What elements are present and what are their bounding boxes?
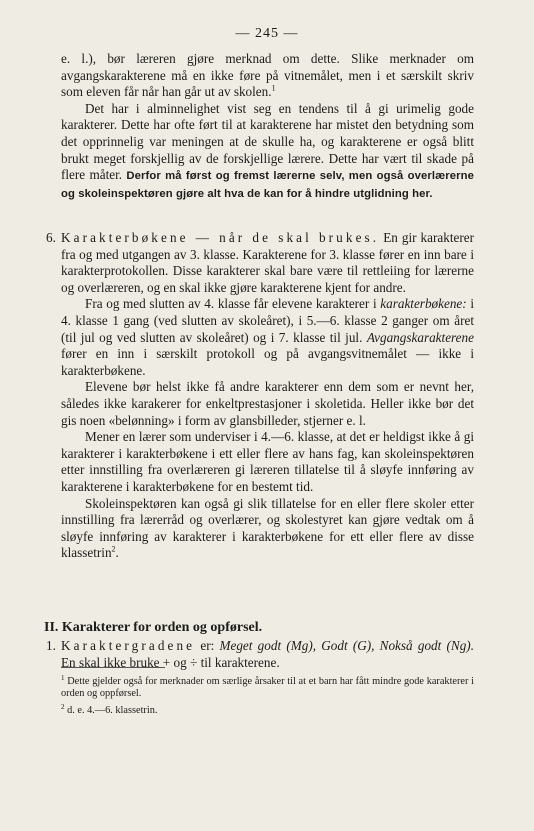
page-number: — 245 — xyxy=(235,26,299,41)
numbered-item xyxy=(46,230,474,296)
footnote-ref: 1 xyxy=(271,83,276,93)
paragraph: Skoleinspektøren kan også gi slik tillatelse for en eller flere skoler etter innstilling fra lærerråd og overlærer, og skolestyret kan gjøre vedtak om å sløyfe innføring av karakterer i karakterbøkene for ett eller flere av disse klassetrin$^2$. xyxy=(61,495,474,561)
paragraph: e. l.), bør læreren gjøre merknad om dette. Slike merknader om avgangskarakterene må en ikke føre på vitnemålet, men i et særskilt skriv som eleven får når han går ut av skolen.$^1$ xyxy=(61,51,474,100)
paragraph: Det har i alminnelighet vist seg en tendens til å gi urimelig gode karakterer. Dette har ofte ført til at karakterene har mistet den betydning som det opprinnelig var meningen at de skulle ha, og karakterene er også blitt brukt meget forskjellig av de forskjellige lærere. Dette har vært til skade på flere måter. Derfor må først og fremst lærerne selv, men også overlærerne og skoleinspektøren gjøre alt hva de kan for å hindre utglidning her. xyxy=(61,100,474,200)
paragraph: Elevene bør helst ikke få andre karakterer enn dem som er nevnt her, således ikke karakerer for enkeltprestasjoner i skoletida. Heller ikke bør det gis noen «belønning» i form av glansbilleder, stjerner e. l. xyxy=(61,379,474,428)
footnote-rule xyxy=(61,667,165,668)
section-6 xyxy=(46,230,474,562)
item-number: 6. xyxy=(46,230,56,245)
paragraph: Karakterbøkene — når de skal brukes. En gir karakterer fra og med utgangen av 3. klasse. Karakterene for 3. klasse fører en inn bare i karakterprotokollen. Disse karakterer skal bare være til rettleiing for lærerne og overlæreren, og en skal ikke gjøre karakterene kjent for andre. xyxy=(61,230,474,295)
paragraph: Mener en lærer som underviser i 4.—6. klasse, at det er heldigst ikke å gi karakterer i karakterbøkene i ett eller flere av hans fag, kan skoleinspektøren etter innstilling fra overlæreren gi læreren tillatelse til å sløyfe innføring av karakterene i karakterbøkene for en bestemt tid. xyxy=(61,429,474,494)
footnotes xyxy=(61,672,474,717)
footnote: $^1$ Dette gjelder også for merknader om særlige årsaker til at et barn har fått mindre gode karakterer i orden og oppførsel. xyxy=(61,674,474,700)
intro-text xyxy=(61,51,474,202)
spaced-heading: Karaktergradene xyxy=(61,638,196,653)
section-heading: II. Karakterer for orden og opførsel. xyxy=(44,620,263,635)
footnote: $^2$ d. e. 4.—6. klassetrin. xyxy=(61,702,158,716)
paragraph: Fra og med slutten av 4. klasse får elevene karakterer i karakterbøkene: i 4. klasse 1 gang (ved slutten av skoleåret), i 5.—6. klasse 2 ganger om året (til jul og ved slutten av skoleåret) og i 7. klasse til jul. Avgangskarakterene fører en inn i særskilt protokoll og på avgangsvitnemålet — ikke i karakterbøkene. xyxy=(61,296,474,378)
paragraph: Karaktergradene er: Meget godt (Mg), Godt (G), Nokså godt (Ng). En skal ikke bruke + og ÷ til karakterene. xyxy=(61,638,474,670)
spaced-heading: Karakterbøkene xyxy=(61,230,189,245)
item-number: 1. xyxy=(46,638,56,653)
bold-emphasis: Derfor må først og fremst lærerne selv, men også overlærerne og skoleinspektøren gjøre alt hva de kan for å hindre utglidning her. xyxy=(61,170,474,200)
footnote-ref: 2 xyxy=(111,544,116,554)
